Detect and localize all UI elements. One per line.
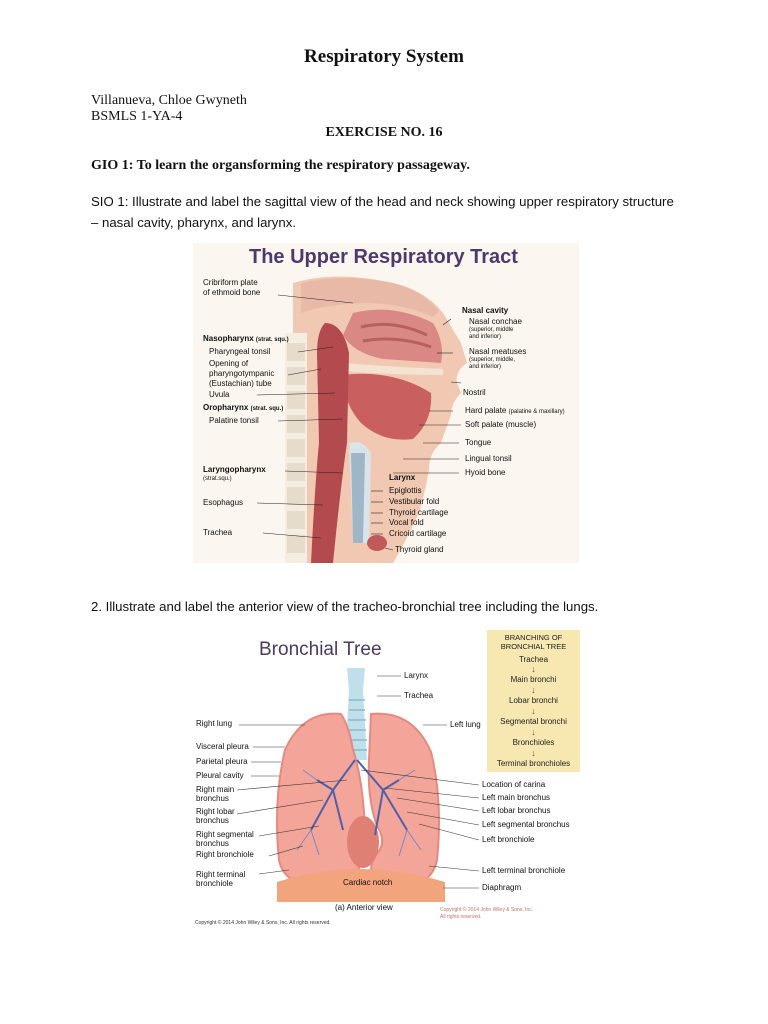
label-vestibular-fold: Vestibular fold (389, 497, 440, 506)
bronchial-tree-figure (193, 630, 585, 930)
copyright-notice-right-2: All rights reserved. (440, 914, 482, 920)
label-conchae-note-2: and inferior) (469, 334, 502, 340)
label-left-terminal-bronchiole: Left terminal bronchiole (482, 866, 566, 875)
label-laryngopharynx: Laryngopharynx (203, 465, 266, 474)
label-right-lobar-bronchus: Right lobar (196, 807, 235, 816)
branch-step: Trachea (518, 655, 549, 664)
figure-title: The Upper Respiratory Tract (249, 246, 518, 268)
branching-heading: BRANCHING OF BRONCHIAL TREE (500, 633, 567, 651)
label-conchae-note-1: (superior, middle (469, 327, 514, 333)
label-vocal-fold: Vocal fold (389, 518, 424, 527)
label-larynx: Larynx (404, 671, 429, 680)
label-left-bronchiole: Left bronchiole (482, 835, 535, 844)
label-hard-palate: Hard palate (palatine & maxillary) (465, 406, 565, 415)
label-opening-2: pharyngotympanic (209, 369, 275, 378)
label-thyroid-cartilage: Thyroid cartilage (389, 508, 449, 517)
upper-respiratory-figure (193, 243, 579, 563)
down-arrow-icon: ↓ (531, 664, 536, 674)
label-soft-palate: Soft palate (muscle) (465, 420, 537, 429)
figure-title: Bronchial Tree (259, 639, 382, 660)
label-nasal-meatuses: Nasal meatuses (469, 347, 527, 356)
branch-step: Terminal bronchioles (496, 759, 571, 768)
label-left-main-bronchus: Left main bronchus (482, 793, 551, 802)
label-uvula: Uvula (209, 390, 230, 399)
label-parietal-pleura: Parietal pleura (196, 757, 248, 766)
label-tongue: Tongue (465, 438, 492, 447)
label-opening-3: (Eustachian) tube (209, 379, 272, 388)
label-cribriform-2: of ethmoid bone (203, 288, 261, 297)
label-nostril: Nostril (463, 388, 486, 397)
down-arrow-icon: ↓ (531, 727, 536, 737)
down-arrow-icon: ↓ (531, 685, 536, 695)
label-nasal-conchae: Nasal conchae (469, 317, 522, 326)
label-right-main-bronchus: Right main (196, 785, 235, 794)
label-palatine-tonsil: Palatine tonsil (209, 416, 259, 425)
copyright-notice: Copyright © 2014 John Wiley & Sons, Inc. All rights reserved. (195, 920, 331, 926)
down-arrow-icon: ↓ (531, 706, 536, 716)
label-oropharynx: Oropharynx (strat. squ.) (203, 403, 284, 412)
label-larynx: Larynx (389, 473, 416, 482)
label-diaphragm: Diaphragm (482, 883, 522, 892)
sio-instruction: SIO 1: Illustrate and label the sagittal view of the head and neck showing upper respiratory structure – nasal cavity, pharynx, and larynx. (91, 194, 674, 230)
branch-step: Bronchioles (512, 738, 555, 747)
label-cribriform: Cribriform plate (203, 278, 258, 287)
label-right-lung: Right lung (196, 719, 233, 728)
label-right-segmental-bronchus-2: bronchus (196, 839, 229, 848)
label-left-lung: Left lung (450, 720, 481, 729)
copyright-notice-right: Copyright © 2014 John Wiley & Sons, Inc. (440, 907, 534, 913)
label-epiglottis: Epiglottis (389, 486, 422, 495)
label-meatuses-note-1: (superior, middle, (469, 357, 516, 363)
exercise-number: EXERCISE NO. 16 (325, 125, 443, 140)
branching-legend (487, 630, 580, 772)
label-location-of-carina: Location of carina (482, 780, 546, 789)
label-right-bronchiole: Right bronchiole (196, 850, 254, 859)
branch-step: Lobar bronchi (509, 696, 558, 705)
down-arrow-icon: ↓ (531, 748, 536, 758)
label-cricoid-cartilage: Cricoid cartilage (389, 529, 447, 538)
label-pleural-cavity: Pleural cavity (196, 771, 244, 780)
label-meatuses-note-2: and inferior) (469, 364, 502, 370)
label-trachea: Trachea (203, 528, 233, 537)
label-left-lobar-bronchus: Left lobar bronchus (482, 806, 551, 815)
label-right-terminal-bronchiole-2: bronchiole (196, 879, 233, 888)
label-hyoid-bone: Hyoid bone (465, 468, 506, 477)
label-visceral-pleura: Visceral pleura (196, 742, 249, 751)
label-right-terminal-bronchiole: Right terminal (196, 870, 246, 879)
document-title: Respiratory System (304, 46, 464, 67)
label-laryngopharynx-note: (strat.squ.) (203, 476, 232, 482)
label-opening-1: Opening of (209, 359, 249, 368)
gio-heading: GIO 1: To learn the organsforming the respiratory passageway. (91, 158, 470, 173)
label-trachea: Trachea (404, 691, 434, 700)
author-section: BSMLS 1-YA-4 (91, 109, 183, 124)
label-pharyngeal-tonsil: Pharyngeal tonsil (209, 347, 271, 356)
branch-step: Main bronchi (510, 675, 557, 684)
branch-step: Segmental bronchi (500, 717, 567, 726)
label-right-lobar-bronchus-2: bronchus (196, 816, 229, 825)
item-2-instruction: 2. Illustrate and label the anterior view of the tracheo-bronchial tree including the lungs. (91, 599, 599, 614)
label-esophagus: Esophagus (203, 498, 244, 507)
label-lingual-tonsil: Lingual tonsil (465, 454, 512, 463)
label-nasopharynx: Nasopharynx (strat. squ.) (203, 334, 289, 343)
label-right-main-bronchus-2: bronchus (196, 794, 229, 803)
label-left-segmental-bronchus: Left segmental bronchus (482, 820, 570, 829)
label-right-segmental-bronchus: Right segmental (196, 830, 254, 839)
author-name: Villanueva, Chloe Gwyneth (91, 93, 247, 108)
label-thyroid-gland: Thyroid gland (395, 545, 444, 554)
figure-caption: (a) Anterior view (335, 903, 393, 912)
label-nasal-cavity: Nasal cavity (462, 306, 509, 315)
label-cardiac-notch: Cardiac notch (343, 878, 393, 887)
